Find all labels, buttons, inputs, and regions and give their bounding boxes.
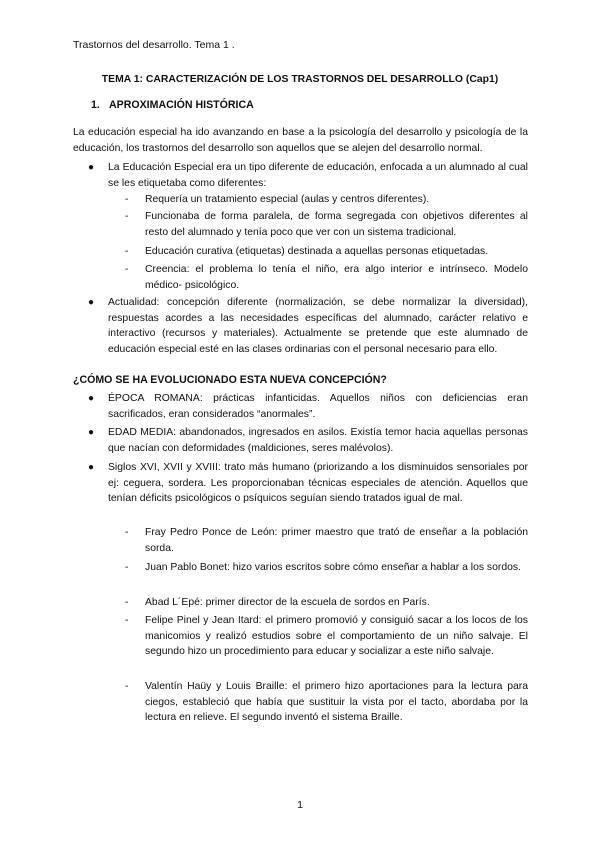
bullet-text: ÉPOCA ROMANA: prácticas infanticidas. Aquellos niños con deficiencias eran sacrificados, eran considerados “anormales”. (108, 393, 528, 420)
list-item (125, 679, 528, 726)
list-item (88, 295, 528, 357)
list-item (125, 262, 528, 293)
dash-icon: - (125, 615, 129, 626)
sub-item-text: Requería un tratamiento especial (aulas y centros diferentes). (145, 194, 430, 205)
bullet-text: Siglos XVI, XVII y XVIII: trato más humano (priorizando a los disminuidos sensoriales por ej: ceguera, sordera. Les proporcionaban técnicas especiales de atención. Aquellos que tenían déficits psicológicos o psíquicos seguían siendo tratados igual de mal. (108, 462, 528, 505)
sub-item-text: Felipe Pinel y Jean Itard: el primero promovió y consiguió sacar a los locos de los manicomios y realizó estudios sobre el comportamiento de un niño salvaje. El segundo hizo un procedimiento para educar y socializar a este niño salvaje. (145, 615, 528, 658)
dash-icon: - (125, 597, 129, 608)
bullet-icon: ● (88, 393, 95, 404)
subheading: ¿CÓMO SE HA EVOLUCIONADO ESTA NUEVA CONCEPCIÓN? (73, 374, 387, 386)
sub-item-text: Abad L´Epé: primer director de la escuela de sordos en París. (145, 597, 430, 608)
section-heading (91, 99, 254, 111)
list-item (88, 160, 528, 191)
list-item (125, 560, 528, 576)
sub-item-text: Valentín Haüy y Louis Braille: el primero hizo aportaciones para la lectura para ciegos, estableció que había que sustituir la vista por el tacto, abordaba por la lectura en relieve. El segundo inventó el sistema Braille. (145, 681, 528, 724)
list-item (125, 244, 528, 260)
dash-icon: - (125, 246, 129, 257)
sub-item-text: Juan Pablo Bonet: hizo varios escritos sobre cómo enseñar a hablar a los sordos. (145, 562, 522, 573)
list-item (88, 425, 528, 456)
bullet-text: Actualidad: concepción diferente (normalización, se debe normalizar la diversidad), respuestas acordes a las necesidades específicas del alumnado, carácter relativo e interactivo (recursos y materiales). Actualmente se pretende que este alumnado de educación especial esté en las clases ordinarias con el personal necesario para ello. (108, 297, 528, 355)
dash-icon: - (125, 527, 129, 538)
bullet-text: La Educación Especial era un tipo diferente de educación, enfocada a un alumnado al cual se les etiquetaba como diferentes: (108, 162, 528, 189)
sub-item-text: Educación curativa (etiquetas) destinada a aquellas personas etiquetadas. (145, 246, 489, 257)
list-item (88, 391, 528, 422)
dash-icon: - (125, 211, 129, 222)
list-item (125, 525, 528, 556)
bullet-icon: ● (88, 427, 95, 438)
intro-paragraph: La educación especial ha ido avanzando en base a la psicología del desarrollo y psicología de la educación, los trastornos del desarrollo son aquellos que se alejen del desarrollo normal. (73, 127, 528, 154)
bullet-icon: ● (88, 462, 95, 473)
dash-icon: - (125, 194, 129, 205)
dash-icon: - (125, 264, 129, 275)
list-item (125, 613, 528, 660)
sub-item-text: Funcionaba de forma paralela, de forma segregada con objetivos diferentes al resto del alumnado y tenía poco que ver con un sistema tradicional. (145, 211, 528, 238)
dash-icon: - (125, 562, 129, 573)
dash-icon: - (125, 681, 129, 692)
list-item (125, 595, 528, 611)
section-label: APROXIMACIÓN HISTÓRICA (109, 99, 254, 111)
bullet-text: EDAD MEDIA: abandonados, ingresados en asilos. Existía temor hacia aquellas personas que nacían con deformidades (maldiciones, seres malévolos). (108, 427, 528, 454)
document-title: TEMA 1: CARACTERIZACIÓN DE LOS TRASTORNOS DEL DESARROLLO (Cap1) (101, 74, 499, 85)
running-header: Trastornos del desarrollo. Tema 1 . (73, 39, 235, 51)
bullet-icon: ● (88, 162, 95, 173)
list-item (125, 192, 528, 208)
sub-item-text: Creencia: el problema lo tenía el niño, era algo interior e intrínseco. Modelo médico- psicológico. (145, 264, 528, 291)
list-item (88, 460, 528, 507)
sub-item-text: Fray Pedro Ponce de León: primer maestro que trató de enseñar a la población sorda. (145, 527, 528, 554)
section-number: 1. (91, 99, 100, 111)
list-item (125, 209, 528, 240)
bullet-icon: ● (88, 297, 95, 308)
page-number: 1 (297, 799, 303, 811)
